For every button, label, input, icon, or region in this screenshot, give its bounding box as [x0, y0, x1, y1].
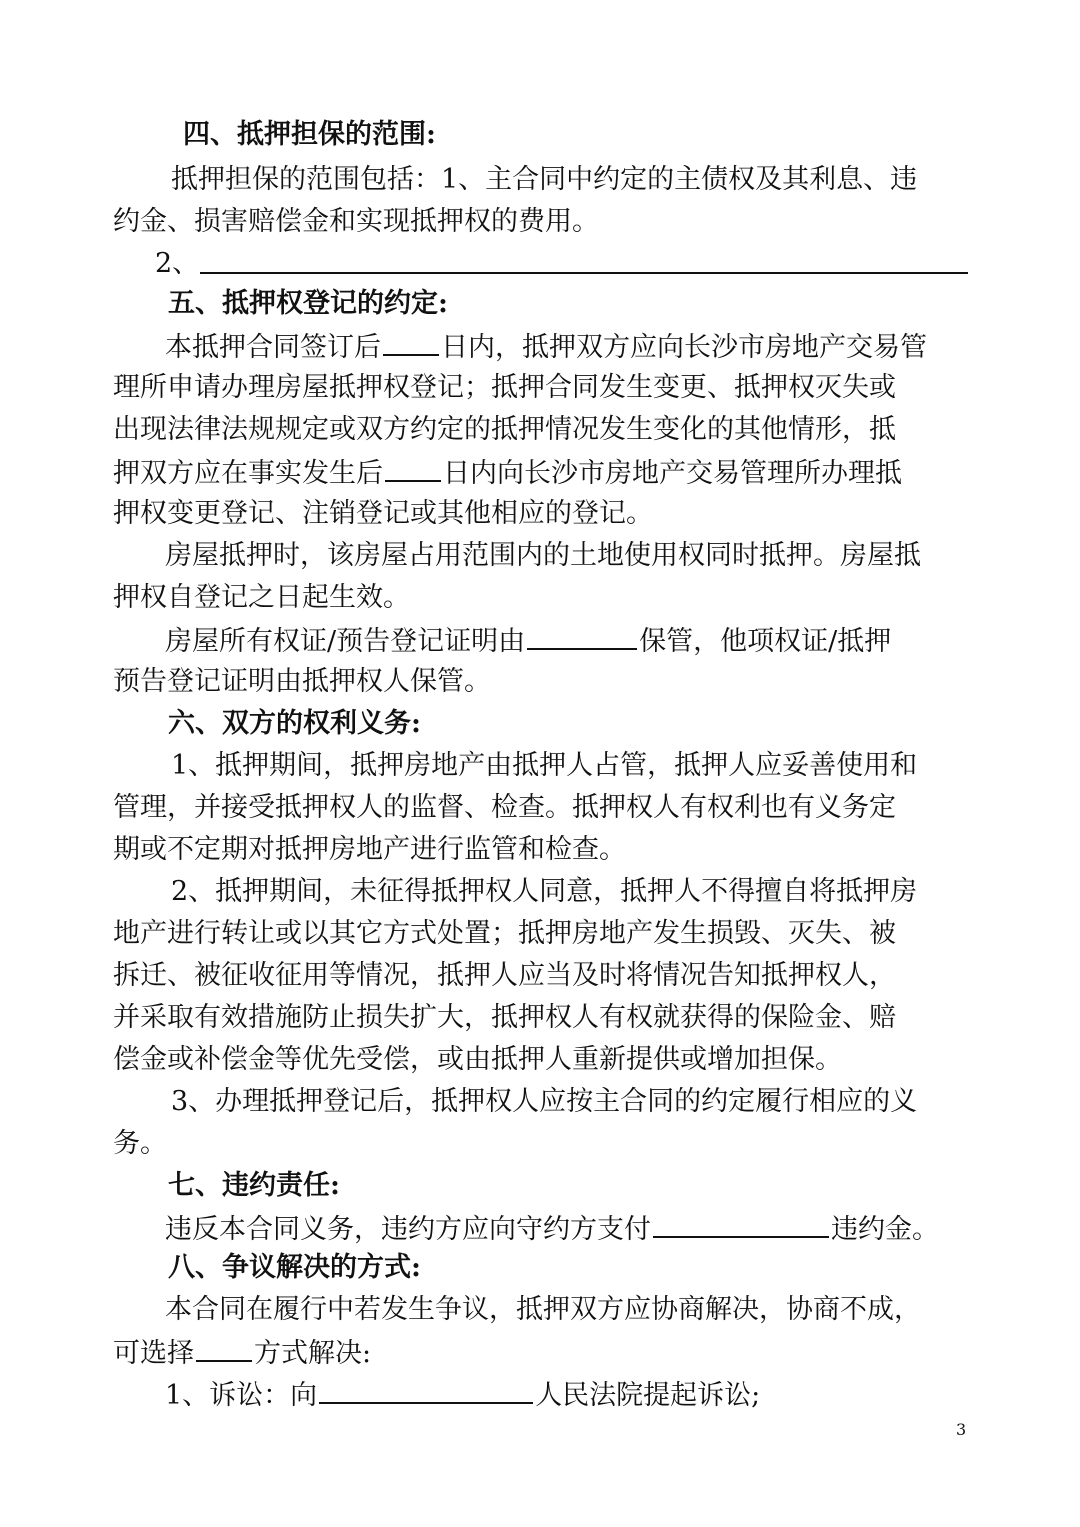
blank-field	[319, 1374, 533, 1404]
blank-field	[383, 326, 439, 356]
blank-field	[385, 452, 441, 482]
text-span: 1、诉讼：向	[165, 1380, 318, 1411]
text-span: 方式解决:	[254, 1338, 372, 1369]
paragraph-line: 约金、损害赔偿金和实现抵押权的费用。	[113, 206, 599, 237]
paragraph-line: 1、抵押期间，抵押房地产由抵押人占管，抵押人应妥善使用和	[171, 750, 918, 781]
paragraph-line: 理所申请办理房屋抵押权登记；抵押合同发生变更、抵押权灭失或	[113, 372, 896, 403]
paragraph-line	[113, 1332, 371, 1372]
paragraph-line	[165, 620, 891, 660]
blank-line	[200, 272, 968, 274]
paragraph-line: 出现法律法规规定或双方约定的抵押情况发生变化的其他情形，抵	[113, 414, 896, 445]
text-span: 本抵押合同签订后	[165, 332, 381, 363]
text-span: 违反本合同义务，违约方应向守约方支付	[165, 1214, 651, 1245]
paragraph-line: 押权自登记之日起生效。	[113, 582, 410, 613]
section-7-heading: 七、违约责任:	[168, 1170, 340, 1201]
text-span: 人民法院提起诉讼;	[535, 1380, 761, 1411]
blank-field	[196, 1332, 252, 1362]
paragraph-line: 3、办理抵押登记后，抵押权人应按主合同的约定履行相应的义	[171, 1086, 918, 1117]
text-span: 违约金。	[831, 1214, 939, 1245]
paragraph-line: 偿金或补偿金等优先受偿，或由抵押人重新提供或增加担保。	[113, 1044, 842, 1075]
paragraph-line	[165, 1208, 939, 1248]
section-8-heading: 八、争议解决的方式:	[168, 1252, 421, 1283]
paragraph-line: 管理，并接受抵押权人的监督、检查。抵押权人有权利也有义务定	[113, 792, 896, 823]
paragraph-line: 预告登记证明由抵押权人保管。	[113, 666, 491, 697]
blank-field	[527, 620, 637, 650]
paragraph-line	[113, 452, 902, 492]
text-span: 房屋所有权证/预告登记证明由	[165, 626, 526, 657]
paragraph-line: 期或不定期对抵押房地产进行监管和检查。	[113, 834, 626, 865]
section-4-heading: 四、抵押担保的范围:	[183, 119, 436, 150]
paragraph-line	[165, 1374, 760, 1414]
paragraph-line: 务。	[113, 1128, 167, 1159]
page-number: 3	[956, 1420, 967, 1439]
paragraph-line: 2、抵押期间，未征得抵押权人同意，抵押人不得擅自将抵押房	[171, 876, 918, 907]
paragraph-line	[165, 326, 927, 366]
blank-field	[653, 1208, 829, 1238]
paragraph-line: 本合同在履行中若发生争议，抵押双方应协商解决，协商不成，	[165, 1294, 921, 1325]
paragraph-line: 押权变更登记、注销登记或其他相应的登记。	[113, 498, 653, 529]
paragraph-line: 并采取有效措施防止损失扩大，抵押权人有权就获得的保险金、赔	[113, 1002, 896, 1033]
paragraph-line: 抵押担保的范围包括：1、主合同中约定的主债权及其利息、违	[171, 164, 918, 195]
paragraph-line: 2、	[155, 248, 200, 279]
paragraph-line: 房屋抵押时，该房屋占用范围内的土地使用权同时抵押。房屋抵	[165, 540, 921, 571]
text-span: 日内，抵押双方应向长沙市房地产交易管	[441, 332, 927, 363]
paragraph-line: 拆迁、被征收征用等情况，抵押人应当及时将情况告知抵押权人，	[113, 960, 896, 991]
text-span: 押双方应在事实发生后	[113, 458, 383, 489]
text-span: 日内向长沙市房地产交易管理所办理抵	[443, 458, 902, 489]
text-span: 保管，他项权证/抵押	[639, 626, 892, 657]
text-span: 可选择	[113, 1338, 194, 1369]
paragraph-line: 地产进行转让或以其它方式处置；抵押房地产发生损毁、灭失、被	[113, 918, 896, 949]
section-5-heading: 五、抵押权登记的约定:	[168, 288, 448, 319]
section-6-heading: 六、双方的权利义务:	[168, 708, 421, 739]
